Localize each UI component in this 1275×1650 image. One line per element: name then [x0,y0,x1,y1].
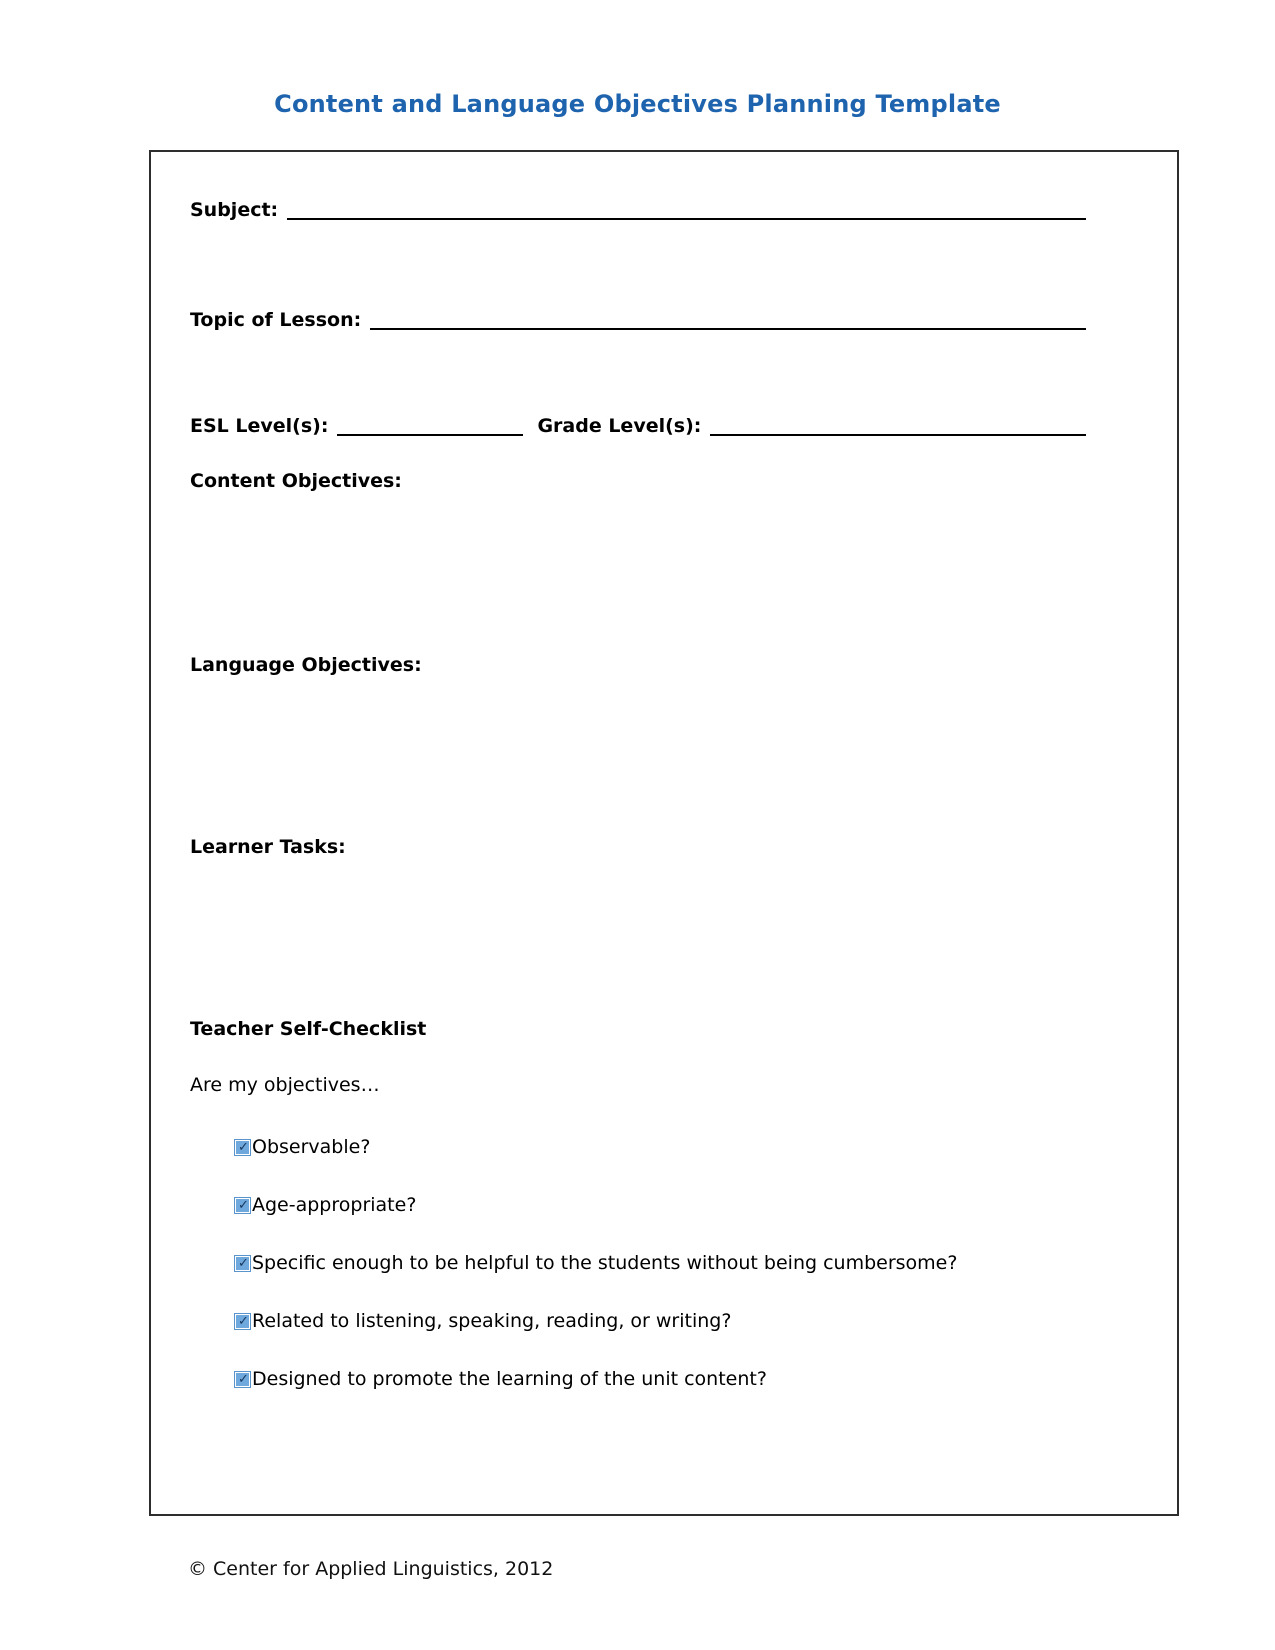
checklist-item-label: Designed to promote the learning of the unit content? [252,1368,767,1390]
checked-checkbox-icon[interactable] [235,1314,250,1329]
grade-level-label: Grade Level(s): [537,415,702,437]
checklist-item [235,1136,370,1158]
topic-row [190,308,1086,331]
checklist-item [235,1310,731,1332]
checklist-item-label: Related to listening, speaking, reading, or writing? [252,1310,732,1332]
checklist-item-label: Specific enough to be helpful to the students without being cumbersome? [252,1252,958,1274]
checklist-intro: Are my objectives… [190,1074,380,1096]
topic-label: Topic of Lesson: [190,309,362,331]
page-title: Content and Language Objectives Planning Template [274,90,1001,118]
checklist-item [235,1368,767,1390]
check-mark-icon: ✓ [238,1197,249,1213]
checked-checkbox-icon[interactable] [235,1140,250,1155]
checklist-item-label: Age-appropriate? [252,1194,417,1216]
grade-level-field[interactable] [710,414,1086,436]
check-mark-icon: ✓ [238,1313,249,1329]
check-mark-icon: ✓ [238,1255,249,1271]
checked-checkbox-icon[interactable] [235,1256,250,1271]
planning-form-box [149,150,1179,1516]
checklist-heading: Teacher Self-Checklist [190,1018,427,1040]
copyright-footer: © Center for Applied Linguistics, 2012 [188,1558,554,1580]
subject-label: Subject: [190,199,279,221]
subject-field[interactable] [287,198,1086,220]
subject-row [190,198,1086,221]
language-objectives-label: Language Objectives: [190,654,422,676]
esl-level-field[interactable] [337,414,523,436]
checklist-item-label: Observable? [252,1136,371,1158]
checklist-item [235,1252,957,1274]
levels-row [190,414,1086,437]
esl-level-label: ESL Level(s): [190,415,329,437]
check-mark-icon: ✓ [238,1371,249,1387]
checked-checkbox-icon[interactable] [235,1372,250,1387]
checklist-item [235,1194,416,1216]
topic-field[interactable] [370,308,1086,330]
learner-tasks-label: Learner Tasks: [190,836,346,858]
checked-checkbox-icon[interactable] [235,1198,250,1213]
content-objectives-label: Content Objectives: [190,470,402,492]
check-mark-icon: ✓ [238,1139,249,1155]
